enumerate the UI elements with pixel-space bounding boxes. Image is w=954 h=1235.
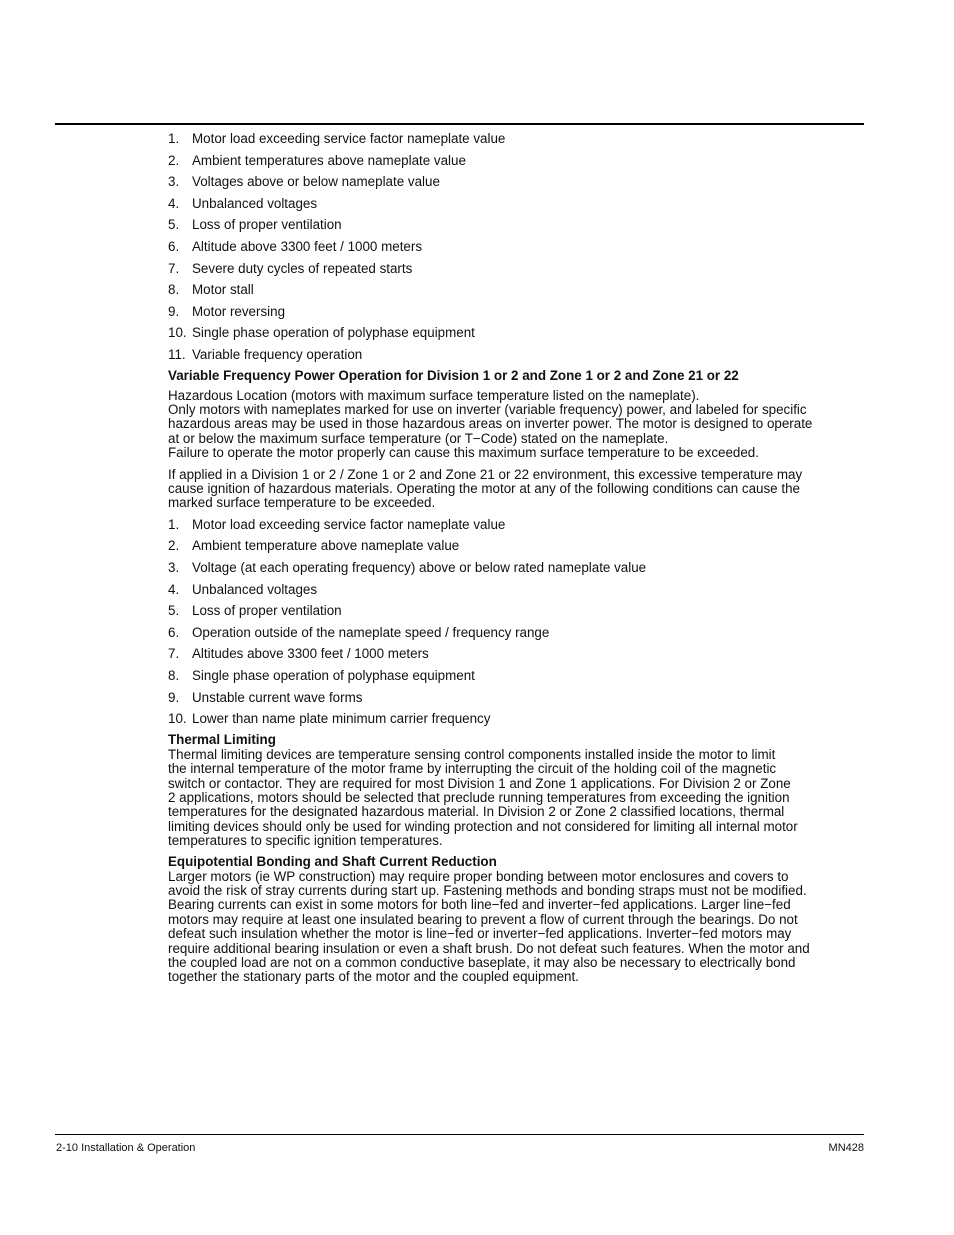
list-number: 3. [168,559,180,575]
text-line: together the stationary parts of the motor and the coupled equipment. [168,969,579,985]
list-text: Motor stall [192,282,254,298]
list-item [168,217,852,239]
thermal-limiting-paragraph [168,748,852,849]
conditions-list [168,131,852,369]
list-number: 3. [168,174,180,190]
list-item [168,560,852,582]
list-text: Variable frequency operation [192,346,363,362]
list-item [168,347,852,369]
list-item [168,282,852,304]
list-item [168,690,852,712]
page-content [168,131,852,985]
bonding-paragraph [168,870,852,985]
list-text: Unstable current wave forms [192,689,363,705]
list-number: 2. [168,538,180,554]
text-line: Larger motors (ie WP construction) may require proper bonding between motor enclosures and covers to [168,868,789,884]
vfd-warning-paragraph [168,468,852,511]
list-text: Motor load exceeding service factor nameplate value [192,516,506,532]
list-number: 5. [168,603,180,619]
list-item [168,668,852,690]
text-line: 2 applications, motors should be selected that preclude running temperatures from exceeding the ignition [168,789,790,805]
text-line: at or below the maximum surface temperature (or T−Code) stated on the nameplate. [168,430,669,446]
list-item [168,711,852,733]
list-item [168,538,852,560]
list-number: 7. [168,260,180,276]
text-line: the internal temperature of the motor frame by interrupting the circuit of the holding coil of the magnetic [168,761,777,777]
list-text: Unbalanced voltages [192,195,318,211]
list-text: Motor load exceeding service factor nameplate value [192,131,506,146]
footer-rule [55,1134,864,1135]
list-number: 8. [168,667,180,683]
list-text: Loss of proper ventilation [192,217,342,233]
list-text: Unbalanced voltages [192,581,318,597]
text-line: Thermal limiting devices are temperature sensing control components installed inside the motor to limit [168,746,776,762]
text-line: motors may require at least one insulated bearing to prevent a flow of current through the bearings. Do not [168,911,798,927]
list-number: 1. [168,516,180,532]
vfd-heading: Variable Frequency Power Operation for Division 1 or 2 and Zone 1 or 2 and Zone 21 or 22 [168,367,739,383]
list-item [168,582,852,604]
list-number: 10. [168,711,187,727]
list-number: 6. [168,238,180,254]
list-item [168,261,852,283]
list-number: 11. [168,346,186,362]
footer-doc-number: MN428 [828,1142,864,1154]
list-item [168,153,852,175]
text-line: Bearing currents can exist in some motors for both line−fed and inverter−fed applications. Larger line−fed [168,897,791,913]
list-item [168,239,852,261]
text-line: cause ignition of hazardous materials. Operating the motor at any of the following conditions can cause the [168,480,800,496]
list-text: Loss of proper ventilation [192,603,342,619]
list-text: Altitude above 3300 feet / 1000 meters [192,238,423,254]
list-text: Ambient temperatures above nameplate value [192,152,466,168]
list-number: 4. [168,195,180,211]
list-item [168,625,852,647]
list-number: 7. [168,646,180,662]
list-number: 2. [168,152,180,168]
list-item [168,174,852,196]
footer-page-label: 2-10 Installation & Operation [56,1142,196,1154]
list-number: 4. [168,581,180,597]
list-item [168,304,852,326]
vfd-conditions-list [168,517,852,733]
list-number: 8. [168,282,180,298]
list-item [168,131,852,153]
list-number: 10. [168,325,187,341]
text-line: temperatures for the designated hazardous material. In Division 2 or Zone 2 classified locations, thermal [168,804,785,820]
text-line: temperatures to specific ignition temperatures. [168,833,443,849]
text-line: the coupled load are not on a common conductive baseplate, it may also be necessary to electrically bond [168,955,796,970]
list-item [168,603,852,625]
text-line: Failure to operate the motor properly can cause this maximum surface temperature to be exceeded. [168,445,759,461]
text-line: Only motors with nameplates marked for use on inverter (variable frequency) power, and labeled for specific [168,401,807,417]
list-number: 9. [168,303,180,319]
list-text: Lower than name plate minimum carrier frequency [192,711,491,727]
list-text: Voltages above or below nameplate value [192,174,440,190]
list-text: Operation outside of the nameplate speed / frequency range [192,624,550,640]
vfd-paragraph [168,389,852,461]
list-item [168,646,852,668]
list-text: Altitudes above 3300 feet / 1000 meters [192,646,429,662]
list-number: 1. [168,131,180,146]
text-line: marked surface temperature to be exceeded. [168,495,436,511]
list-text: Single phase operation of polyphase equipment [192,325,475,341]
text-line: switch or contactor. They are required for most Division 1 and Zone 1 applications. For Division 2 or Zone [168,775,791,791]
list-item [168,325,852,347]
list-text: Ambient temperature above nameplate value [192,538,460,554]
header-rule [55,123,864,125]
list-number: 9. [168,689,180,705]
text-line: limiting devices should only be used for winding protection and not considered for limiting all internal motor [168,818,798,834]
list-text: Single phase operation of polyphase equipment [192,667,475,683]
text-line: avoid the risk of stray currents during start up. Fastening methods and bonding straps must not be modified. [168,882,807,898]
list-text: Voltage (at each operating frequency) above or below rated nameplate value [192,559,647,575]
text-line: require additional bearing insulation or even a shaft brush. Do not defeat such features. When the motor and [168,940,810,956]
bonding-heading: Equipotential Bonding and Shaft Current Reduction [168,853,497,869]
list-number: 6. [168,624,180,640]
thermal-limiting-heading: Thermal Limiting [168,731,276,747]
list-text: Severe duty cycles of repeated starts [192,260,413,276]
list-item [168,517,852,539]
text-line: defeat such insulation whether the motor is line−fed or inverter−fed applications. Inverter−fed motors may [168,926,792,942]
text-line: If applied in a Division 1 or 2 / Zone 1 or 2 and Zone 21 or 22 environment, this excessive temperature may [168,466,803,482]
list-number: 5. [168,217,180,233]
list-item [168,196,852,218]
list-text: Motor reversing [192,303,286,319]
text-line: Hazardous Location (motors with maximum surface temperature listed on the nameplate). [168,387,700,403]
text-line: hazardous areas may be used in those hazardous areas on inverter power. The motor is designed to operate [168,416,813,432]
